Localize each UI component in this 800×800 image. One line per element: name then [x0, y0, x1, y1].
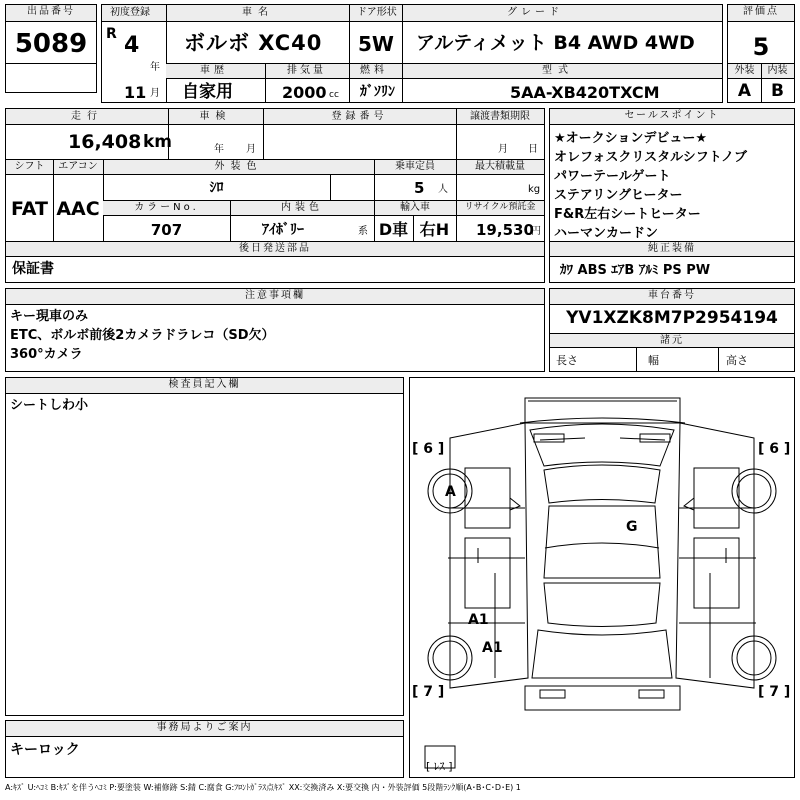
chassis-label: 車台番号 — [550, 289, 794, 305]
history-label: 車歴 — [200, 65, 228, 76]
exterior-grade: A — [737, 81, 752, 101]
reg-no-label: 登録番号 — [331, 111, 388, 122]
model: 5AA-XB420TXCM — [510, 83, 660, 102]
sales-point-item: ステアリングヒーター — [554, 188, 683, 203]
shift-label: シフト — [14, 161, 45, 172]
grade: アルティメット B4 AWD 4WD — [416, 32, 695, 54]
details-box — [5, 108, 545, 283]
tire-rl-label: [ 7 ] — [412, 684, 445, 700]
car-name-label: 車名 — [242, 7, 274, 18]
displacement: 2000 — [282, 83, 327, 102]
car-history: 自家用 — [182, 82, 233, 102]
height-label: 高さ — [726, 354, 748, 367]
lot-number: 5089 — [14, 29, 88, 59]
damage-mark-a1: A1 — [482, 640, 503, 656]
handle: 右H — [419, 220, 450, 239]
inspector-box — [5, 377, 404, 716]
capacity-label: 乗車定員 — [395, 161, 435, 172]
notes-line: キー現車のみ — [10, 309, 89, 324]
notes-label: 注意事項欄 — [6, 289, 544, 305]
ext-color-label: 外装色 — [214, 161, 263, 172]
ac: AAC — [56, 198, 100, 220]
spec-label: 諸元 — [550, 333, 794, 348]
chassis-number: YV1XZK8M7P2954194 — [566, 308, 778, 328]
lot-number-label: 出品番号 — [6, 5, 96, 22]
notes-line: 360°カメラ — [10, 347, 83, 362]
sales-point-item: オレフォスクリスタルシフトノブ — [554, 150, 747, 165]
shift: FAT — [11, 198, 48, 220]
score: 5 — [752, 33, 770, 61]
displacement-label: 排気量 — [287, 65, 326, 76]
spare-tire-label: [ ﾚｽ ] — [426, 760, 453, 773]
damage-mark-a1: A1 — [468, 612, 489, 628]
tire-rr-label: [ 7 ] — [758, 684, 791, 700]
fuel-label: 燃料 — [360, 65, 388, 76]
month-unit: 月 — [150, 88, 160, 99]
sales-points-box — [549, 108, 795, 283]
equipment-items: ｶﾜ ABS ｴｱB ｱﾙﾐ PS PW — [560, 263, 711, 278]
inspection-label: 車検 — [199, 111, 232, 122]
damage-mark-g: G — [626, 519, 638, 535]
later-parts-label: 後日発送部品 — [6, 241, 544, 257]
era: R — [106, 26, 117, 42]
sales-points-label: セールスポイント — [550, 109, 794, 125]
displacement-unit: cc — [329, 90, 339, 100]
equipment-label: 純正装備 — [550, 241, 794, 257]
max-load-unit: kg — [528, 184, 541, 195]
office-text: キーロック — [10, 742, 80, 758]
car-diagram — [410, 378, 794, 777]
import-label: 輸入車 — [400, 202, 430, 213]
import-car: D車 — [378, 220, 409, 239]
sales-point-item: F&R左右シートヒーター — [554, 207, 701, 222]
ext-color: ｼﾛ — [209, 180, 224, 196]
door-type: 5W — [358, 32, 394, 56]
tire-fl-label: [ 6 ] — [412, 441, 445, 457]
score-label: 評価点 — [728, 5, 794, 22]
transfer-label: 譲渡書類期限 — [470, 111, 530, 122]
int-color-suffix: 系 — [358, 226, 368, 237]
mileage-label: 走行 — [71, 111, 103, 122]
legend: A:ｷｽﾞ U:ﾍｺﾐ B:ｷｽﾞを伴うﾍｺﾐ P:要塗装 W:補修跡 S:錆 C:腐食 G:ﾌﾛﾝﾄｶﾞﾗｽ点ｷｽﾞ XX:交換済み X:要交換 内・外装評価 5段階ﾗﾝｸ順(A･B･C･D･E) 1 — [5, 783, 521, 792]
mileage: 16,408 — [68, 131, 142, 153]
notes-line: ETC、ボルボ前後2カメラドラレコ（SD欠） — [10, 328, 275, 343]
score-box — [727, 4, 795, 103]
chassis-box — [549, 288, 795, 372]
year-unit: 年 — [150, 62, 160, 73]
sales-point-item: パワーテールゲート — [554, 169, 671, 184]
first-reg-year: 4 — [124, 33, 140, 58]
interior-label: 内装 — [767, 65, 788, 76]
car-name: ボルボ XC40 — [184, 31, 323, 55]
transfer-month-unit: 月 — [498, 144, 508, 155]
exterior-label: 外装 — [734, 65, 755, 76]
grade-label: グレード — [507, 7, 563, 18]
capacity-unit: 人 — [438, 184, 448, 195]
door-label: ドア形状 — [357, 7, 397, 18]
color-no: 707 — [150, 221, 183, 239]
length-label: 長さ — [556, 354, 578, 367]
capacity: 5 — [414, 179, 425, 197]
recycle-unit: 円 — [531, 226, 541, 237]
first-reg-month: 11 — [124, 83, 147, 102]
fuel: ｶﾞｿﾘﾝ — [360, 84, 395, 100]
inspection-month-unit: 月 — [246, 144, 256, 155]
color-no-label: カラーNo. — [134, 202, 199, 213]
transfer-day-unit: 日 — [528, 144, 538, 155]
inspector-label: 検査員記入欄 — [6, 378, 403, 394]
recycle: 19,530 — [476, 221, 534, 239]
inspection-year-unit: 年 — [214, 144, 224, 155]
recycle-label: リサイクル預託金 — [464, 202, 536, 212]
inspector-text: シートしわ小 — [10, 398, 89, 413]
damage-mark-a: A — [445, 484, 456, 500]
int-color-label: 内装色 — [281, 202, 323, 213]
interior-grade: B — [771, 81, 784, 101]
ac-label: エアコン — [58, 161, 98, 172]
sales-point-item: ハーマンカードン — [554, 226, 659, 241]
office-box — [5, 720, 404, 778]
vehicle-header-box — [101, 4, 723, 103]
later-parts: 保証書 — [12, 261, 54, 277]
model-label: 型式 — [542, 65, 574, 76]
tire-fr-label: [ 6 ] — [758, 441, 791, 457]
int-color: ｱｲﾎﾞﾘｰ — [262, 222, 304, 238]
lot-number-box — [5, 4, 97, 93]
width-label: 幅 — [648, 354, 659, 367]
notes-box — [5, 288, 545, 372]
first-reg-label: 初度登録 — [110, 7, 150, 18]
sales-point-item: ★オークションデビュー★ — [554, 131, 708, 146]
max-load-label: 最大積載量 — [475, 161, 525, 172]
mileage-unit: km — [143, 132, 173, 152]
office-label: 事務局よりご案内 — [6, 721, 403, 737]
car-diagram-box — [409, 377, 795, 778]
